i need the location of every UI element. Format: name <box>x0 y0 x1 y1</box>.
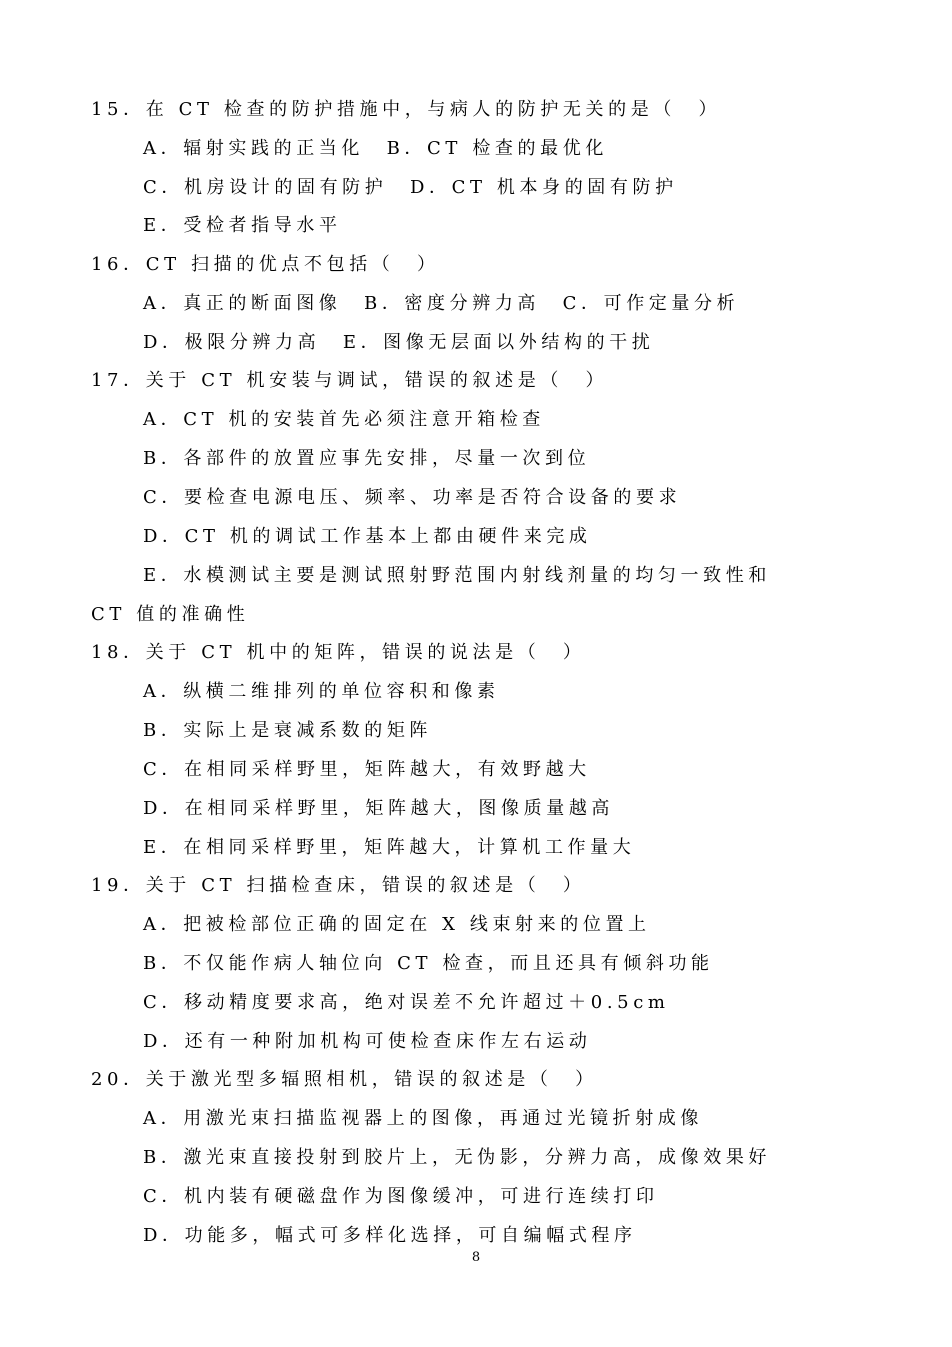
question-18-option: A．纵横二维排列的单位容积和像素 <box>143 681 500 702</box>
question-20-option: D．功能多，幅式可多样化选择，可自编幅式程序 <box>143 1225 637 1246</box>
question-18-stem: 18．关于 CT 机中的矩阵，错误的说法是（ ） <box>91 642 586 663</box>
question-19-option: D．还有一种附加机构可使检查床作左右运动 <box>143 1031 592 1052</box>
question-17-option-continuation: CT 值的准确性 <box>91 604 250 625</box>
question-15-option: E．受检者指导水平 <box>143 215 342 236</box>
question-15-option: C．机房设计的固有防护 D．CT 机本身的固有防护 <box>143 177 678 198</box>
question-20-option: C．机内装有硬磁盘作为图像缓冲，可进行连续打印 <box>143 1186 659 1207</box>
question-16-stem: 16．CT 扫描的优点不包括（ ） <box>91 254 440 275</box>
question-20-option: A．用激光束扫描监视器上的图像，再通过光镜折射成像 <box>143 1108 703 1129</box>
question-17-option: A．CT 机的安装首先必须注意开箱检查 <box>143 409 545 430</box>
question-17-option: E．水模测试主要是测试照射野范围内射线剂量的均匀一致性和 <box>143 565 771 586</box>
question-20-stem: 20．关于激光型多辐照相机，错误的叙述是（ ） <box>91 1069 598 1090</box>
question-17-option: D．CT 机的调试工作基本上都由硬件来完成 <box>143 526 592 547</box>
question-15-stem: 15．在 CT 检查的防护措施中，与病人的防护无关的是（ ） <box>91 99 722 120</box>
question-17-option: C．要检查电源电压、频率、功率是否符合设备的要求 <box>143 487 682 508</box>
question-17-stem: 17．关于 CT 机安装与调试，错误的叙述是（ ） <box>91 370 609 391</box>
question-18-option: C．在相同采样野里，矩阵越大，有效野越大 <box>143 759 591 780</box>
question-19-option: B．不仅能作病人轴位向 CT 检查，而且还具有倾斜功能 <box>143 953 714 974</box>
page-number: 8 <box>471 1250 481 1265</box>
question-19-option: A．把被检部位正确的固定在 X 线束射来的位置上 <box>143 914 651 935</box>
question-16-option: D．极限分辨力高 E．图像无层面以外结构的干扰 <box>143 332 655 353</box>
question-20-option: B．激光束直接投射到胶片上，无伪影，分辨力高，成像效果好 <box>143 1147 772 1168</box>
question-19-stem: 19．关于 CT 扫描检查床，错误的叙述是（ ） <box>91 875 586 896</box>
question-15-option: A．辐射实践的正当化 B．CT 检查的最优化 <box>143 138 608 159</box>
question-18-option: B．实际上是衰减系数的矩阵 <box>143 720 433 741</box>
question-16-option: A．真正的断面图像 B．密度分辨力高 C．可作定量分析 <box>143 293 740 314</box>
question-18-option: D．在相同采样野里，矩阵越大，图像质量越高 <box>143 798 615 819</box>
question-18-option: E．在相同采样野里，矩阵越大，计算机工作量大 <box>143 837 636 858</box>
question-17-option: B．各部件的放置应事先安排，尽量一次到位 <box>143 448 591 469</box>
question-19-option: C．移动精度要求高，绝对误差不允许超过＋0.5cm <box>143 992 670 1013</box>
